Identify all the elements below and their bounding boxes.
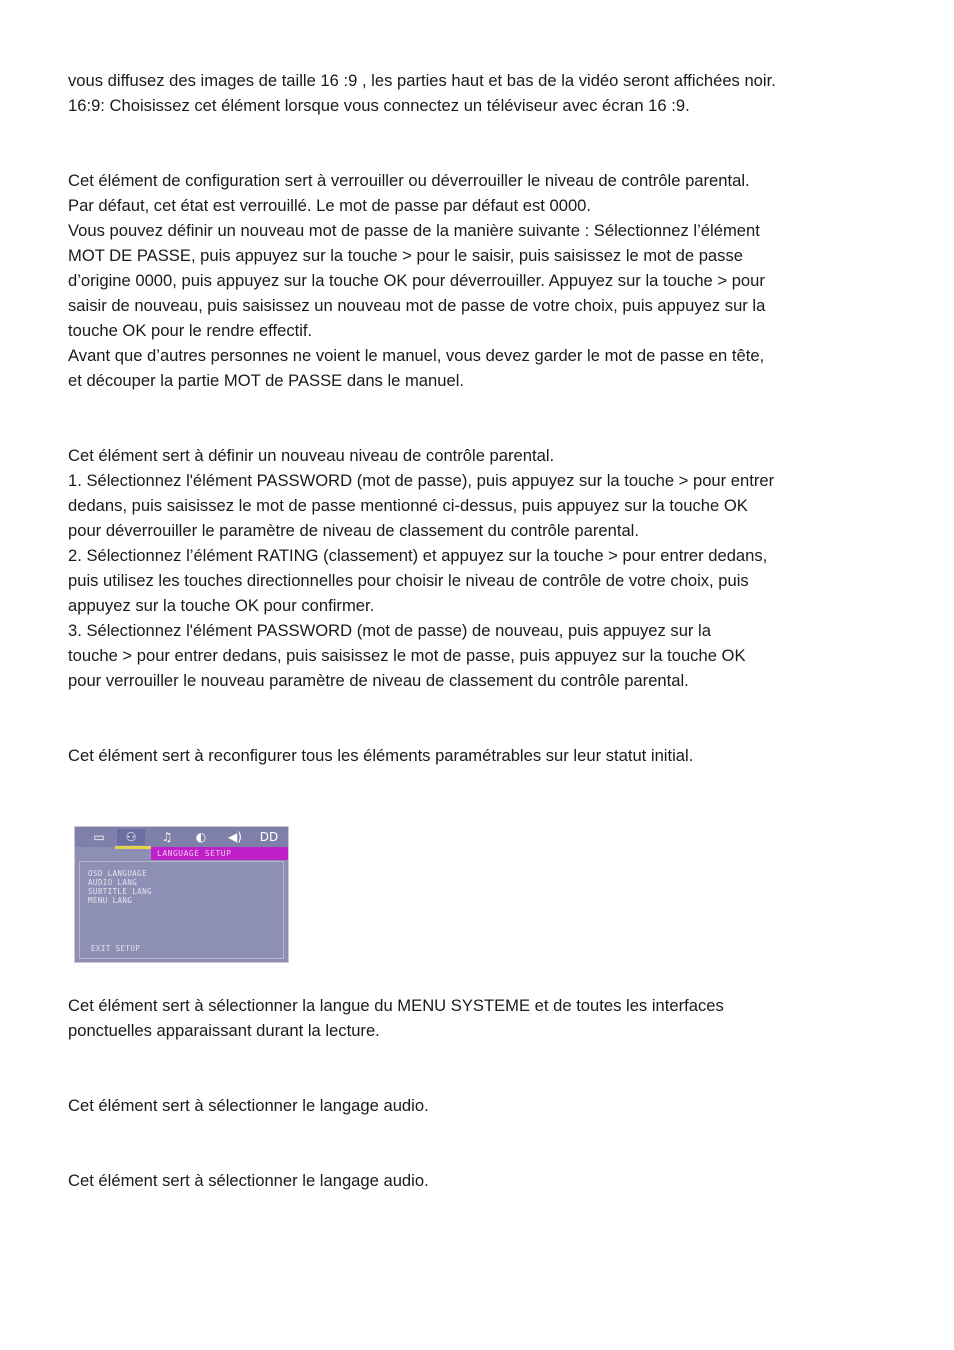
osd-menu-item: OSD LANGUAGE — [88, 869, 147, 878]
text-line: 16:9: Choisissez cet élément lorsque vous connectez un téléviseur avec écran 16 :9. — [68, 96, 690, 115]
text-line: 3. Sélectionnez l'élément PASSWORD (mot de passe) de nouveau, puis appuyez sur la — [68, 621, 711, 640]
person-screen-icon: ⚇ — [117, 829, 145, 845]
osd-menu-item: AUDIO LANG — [88, 878, 138, 887]
paragraph-osd-language — [68, 993, 898, 1043]
osd-title: LANGUAGE SETUP — [157, 849, 232, 858]
osd-menu-item: SUBTITLE LANG — [88, 887, 152, 896]
dolby-icon: DD — [259, 830, 279, 844]
speaker-icon: ◀) — [228, 830, 242, 844]
text-line: Cet élément sert à sélectionner la langue du MENU SYSTEME et de toutes les interfaces — [68, 996, 724, 1015]
music-note-icon: ♫ — [161, 830, 173, 844]
text-line: Avant que d’autres personnes ne voient le manuel, vous devez garder le mot de passe en tête, — [68, 346, 765, 365]
text-line: Cet élément sert à sélectionner le langage audio. — [68, 1171, 429, 1190]
paragraph-default — [68, 743, 898, 768]
text-line: Cet élément sert à sélectionner le langage audio. — [68, 1096, 429, 1115]
text-line: et découper la partie MOT de PASSE dans le manuel. — [68, 371, 465, 390]
paragraph-subtitle-lang — [68, 1168, 898, 1193]
text-line: 2. Sélectionnez l’élément RATING (classement) et appuyez sur la touche > pour entrer dedans, — [68, 546, 768, 565]
paragraph-rating — [68, 443, 898, 693]
text-line: Cet élément de configuration sert à verrouiller ou déverrouiller le niveau de contrôle parental. — [68, 171, 750, 190]
paragraph-password — [68, 168, 898, 393]
osd-exit-setup: EXIT SETUP — [91, 944, 141, 953]
osd-tab-bar — [75, 827, 288, 847]
text-line: Cet élément sert à définir un nouveau niveau de contrôle parental. — [68, 446, 555, 465]
text-line: Par défaut, cet état est verrouillé. Le mot de passe par défaut est 0000. — [68, 196, 592, 215]
text-line: ponctuelles apparaissant durant la lecture. — [68, 1021, 380, 1040]
text-line: dedans, puis saisissez le mot de passe mentionné ci-dessus, puis appuyez sur la touche OK — [68, 496, 748, 515]
text-line: appuyez sur la touche OK pour confirmer. — [68, 596, 375, 615]
text-line: pour déverrouiller le paramètre de niveau de classement du contrôle parental. — [68, 521, 639, 540]
language-setup-screenshot — [74, 826, 289, 963]
text-line: puis utilisez les touches directionnelles pour choisir le niveau de contrôle de votre choix, puis — [68, 571, 749, 590]
text-line: touche > pour entrer dedans, puis saisissez le mot de passe, puis appuyez sur la touche OK — [68, 646, 746, 665]
text-line: saisir de nouveau, puis saisissez un nouveau mot de passe de votre choix, puis appuyez sur la — [68, 296, 766, 315]
paragraph-aspect-ratio — [68, 68, 898, 118]
osd-menu-item: MENU LANG — [88, 896, 133, 905]
text-line: pour verrouiller le nouveau paramètre de niveau de classement du contrôle parental. — [68, 671, 689, 690]
monitor-icon: ▭ — [93, 830, 105, 844]
text-line: Cet élément sert à reconfigurer tous les éléments paramétrables sur leur statut initial. — [68, 746, 694, 765]
text-line: Vous pouvez définir un nouveau mot de passe de la manière suivante : Sélectionnez l’élément — [68, 221, 760, 240]
text-line: vous diffusez des images de taille 16 :9 , les parties haut et bas de la vidéo seront affichées noir. — [68, 71, 776, 90]
text-line: MOT DE PASSE, puis appuyez sur la touche > pour le saisir, puis saisissez le mot de passe — [68, 246, 743, 265]
disc-icon: ◐ — [195, 830, 207, 844]
paragraph-audio-lang — [68, 1093, 898, 1118]
text-line: touche OK pour le rendre effectif. — [68, 321, 313, 340]
text-line: 1. Sélectionnez l'élément PASSWORD (mot de passe), puis appuyez sur la touche > pour entrer — [68, 471, 775, 490]
text-line: d’origine 0000, puis appuyez sur la touche OK pour déverrouiller. Appuyez sur la touche > pour — [68, 271, 765, 290]
active-tab-indicator — [115, 846, 151, 849]
